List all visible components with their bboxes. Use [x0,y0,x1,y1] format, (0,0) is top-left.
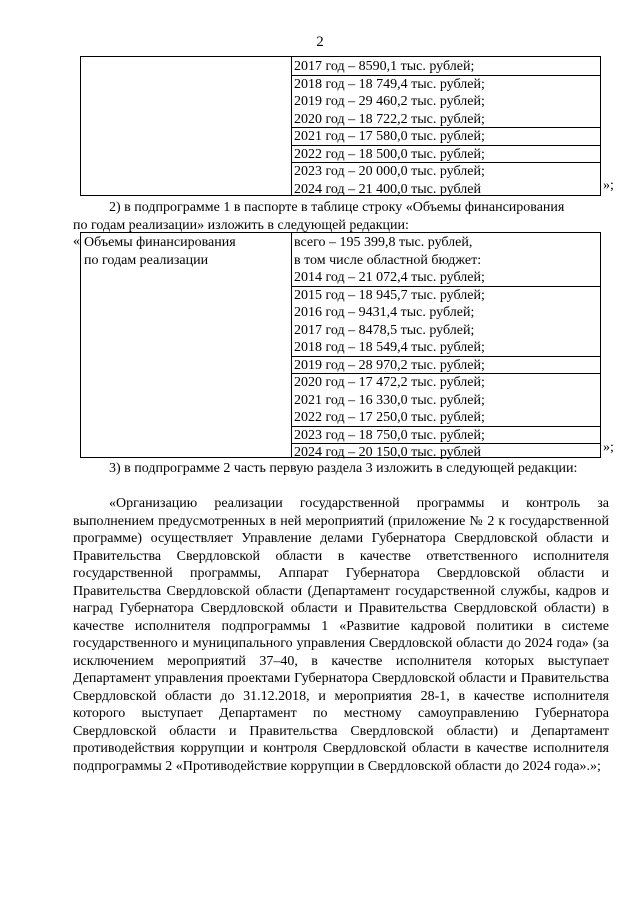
table-divider [291,57,292,195]
table-row: 2021 год – 16 330,0 тыс. рублей; [294,392,485,408]
table-row: 2023 год – 20 000,0 тыс. рублей; [294,164,485,179]
paragraph-2-line-1: 2) в подпрограмме 1 в паспорте в таблице строку «Объемы финансирования [109,200,565,215]
table2-left-cell [84,234,289,269]
table-row: 2015 год – 18 945,7 тыс. рублей; [294,287,485,303]
table-row: всего – 195 399,8 тыс. рублей, [294,235,473,250]
table-row: 2024 год – 21 400,0 тыс. рублей [294,181,481,197]
paragraph-4: «Организацию реализации государственной программы и контроль за выполнением предусмотренных в ней мероприятий (приложение № 2 к государственной программе) осуществляет Управление делами Губернатора Свердловской области и Правительства Свердловской области в качестве ответственного исполнителя государственной программы, Аппарат Губернатора Свердловской области и Правительства Свердловской области (Департамент государственной службы, кадров и наград Губернатора Свердловской области и Правительства Свердловской области) в качестве исполнителя подпрограммы 1 «Развитие кадровой политики в системе государственного и муниципального управления Свердловской области до 2024 года» (за исключением мероприятий 37–40, в качестве исполнителя которых выступает Департамент управления проектами Губернатора Свердловской области и Правительства Свердловской области до 31.12.2018, и мероприятия 28-1, в качестве исполнителя которого выступает Департамент по местному самоуправлению Губернатора Свердловской области и Правительства Свердловской области) и Департамент противодействия коррупции и контроля Свердловской области в качестве исполнителя подпрограммы 2 «Противодействие коррупции в Свердловской области до 2024 года».»; [73,496,609,774]
table-row: 2021 год – 17 580,0 тыс. рублей; [294,128,598,146]
financing-table-2 [80,232,601,458]
table-row: 2022 год – 18 500,0 тыс. рублей; [294,146,598,164]
table-divider [291,233,292,457]
page-number: 2 [316,34,324,50]
financing-table-1 [80,56,601,196]
table1-closing-quote: »; [603,178,614,193]
table2-closing-quote: »; [603,440,614,455]
table-row: 2020 год – 17 472,2 тыс. рублей; [294,375,485,390]
table2-right-cell [294,234,598,462]
table-row: 2020 год – 18 722,2 тыс. рублей; [294,111,598,129]
table2-left-line-2: по годам реализации [84,252,209,268]
table-row: в том числе областной бюджет: [294,252,482,268]
paragraph-3: 3) в подпрограмме 2 часть первую раздела 3 изложить в следующей редакции: [109,461,578,476]
table2-open-quote: « [73,234,80,249]
table-row: 2016 год – 9431,4 тыс. рублей; [294,305,475,320]
table2-left-line-1: Объемы финансирования [84,235,236,250]
table-row: 2018 год – 18 749,4 тыс. рублей; [294,76,485,92]
table-row: 2019 год – 28 970,2 тыс. рублей; [294,357,598,375]
table-row: 2022 год – 17 250,0 тыс. рублей; [294,409,598,427]
table-row: 2023 год – 18 750,0 тыс. рублей; [294,427,598,445]
table-row: 2018 год – 18 549,4 тыс. рублей; [294,339,598,357]
table-row: 2019 год – 29 460,2 тыс. рублей; [294,94,485,109]
table1-right-cell [294,58,598,198]
table-row: 2014 год – 21 072,4 тыс. рублей; [294,269,598,287]
table-row: 2017 год – 8590,1 тыс. рублей; [294,58,598,76]
paragraph-2 [73,199,609,234]
table-row: 2024 год – 20 150,0 тыс. рублей [294,445,481,460]
table-row: 2017 год – 8478,5 тыс. рублей; [294,322,475,338]
paragraph-2-line-2: по годам реализации» изложить в следующей редакции: [73,217,409,233]
